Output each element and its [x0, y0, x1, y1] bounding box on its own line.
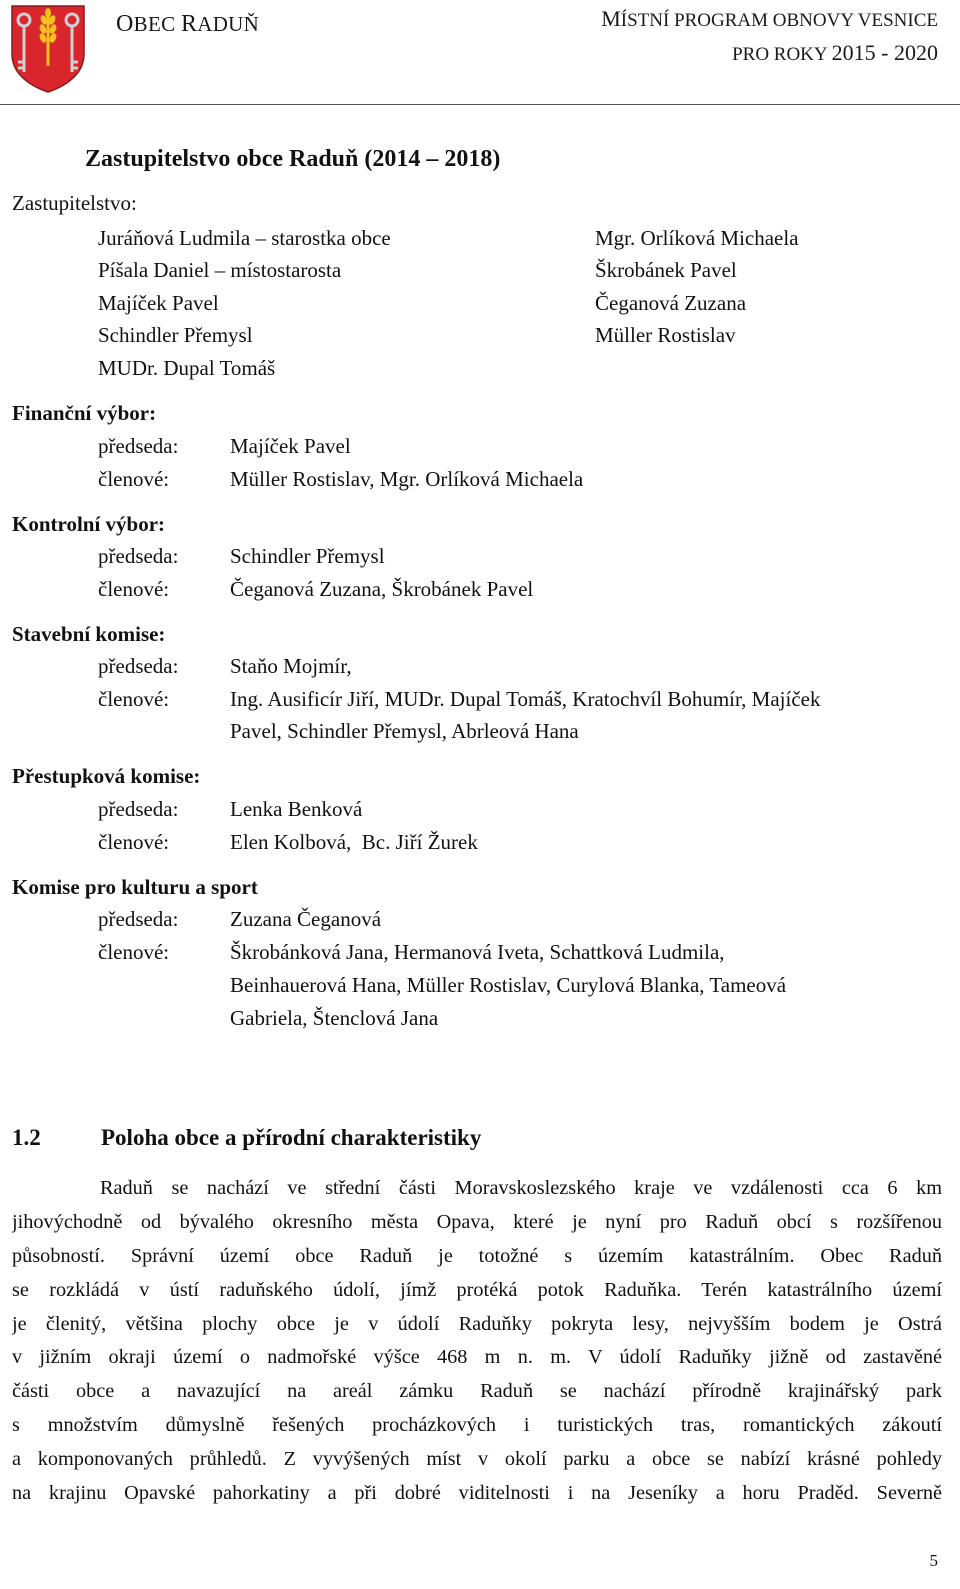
- chair-label: předseda:: [98, 797, 179, 821]
- paragraph-line: působností. Správní území obce Raduň je totožné s územím katastrálním. Obec Raduň: [12, 1244, 942, 1267]
- council-member: Čeganová Zuzana: [595, 291, 747, 315]
- paragraph-line: Raduň se nachází ve střední části Moravskoslezského kraje ve vzdálenosti cca 6 km: [100, 1177, 942, 1199]
- coat-of-arms-icon: [8, 2, 88, 94]
- committee-name: Kontrolní výbor:: [12, 512, 166, 536]
- committee-name: Přestupková komise:: [12, 764, 201, 788]
- paragraph-line: na krajinu Opavské pahorkatiny a při dobré viditelnosti i na Jeseníky a horu Praděd. Severně: [12, 1482, 942, 1505]
- committee-name: Komise pro kulturu a sport: [12, 875, 258, 899]
- council-member: Mgr. Orlíková Michaela: [595, 226, 799, 250]
- page-number: 5: [929, 1551, 938, 1570]
- committee-members: Beinhauerová Hana, Müller Rostislav, Curylová Blanka, Tameová: [230, 973, 787, 997]
- committee-members: Müller Rostislav, Mgr. Orlíková Michaela: [230, 467, 584, 491]
- council-member: Müller Rostislav: [595, 323, 736, 347]
- members-label: členové:: [98, 467, 170, 491]
- municipality-name: OBEC RADUŇ: [116, 11, 260, 37]
- members-label: členové:: [98, 830, 170, 854]
- paragraph-line: jihovýchodně od bývalého okresního města Opava, které je nyní pro Raduň obcí s rozšířenou: [12, 1210, 942, 1233]
- section-paragraph: [12, 1172, 942, 1511]
- chair-label: předseda:: [98, 434, 179, 458]
- committee-chair: Lenka Benková: [230, 797, 363, 821]
- committee-name: Stavební komise:: [12, 622, 166, 646]
- paragraph-line: v jižním okraji území o nadmořské výšce 468 m n. m. V údolí Raduňky jižně od zastavěné: [12, 1346, 942, 1369]
- council-member: Škrobánek Pavel: [595, 258, 737, 282]
- members-label: členové:: [98, 687, 170, 711]
- committee-members: Čeganová Zuzana, Škrobánek Pavel: [230, 577, 534, 601]
- committee-members: Pavel, Schindler Přemysl, Abrleová Hana: [230, 719, 579, 743]
- program-years: PRO ROKY 2015 - 2020: [732, 40, 938, 65]
- section-title: Poloha obce a přírodní charakteristiky: [101, 1125, 482, 1150]
- paragraph-line: je členitý, většina plochy obce je v údolí Raduňky pokryta lesy, nejvyšším bodem je Ostrá: [12, 1312, 942, 1335]
- council-member: Píšala Daniel – místostarosta: [98, 258, 342, 282]
- paragraph-line: s množstvím důmyslně řešených procházkových i turistických tras, romantických zákoutí: [12, 1414, 942, 1437]
- council-member: MUDr. Dupal Tomáš: [98, 356, 276, 380]
- chair-label: předseda:: [98, 654, 179, 678]
- paragraph-line: a komponovaných průhledů. Z vyvýšených míst v okolí parku a obce se nabízí krásné pohledy: [12, 1448, 942, 1471]
- members-label: členové:: [98, 577, 170, 601]
- council-label: Zastupitelstvo:: [12, 191, 137, 215]
- paragraph-line: části obce a navazující na areál zámku Raduň se nachází přírodně krajinářský park: [12, 1380, 942, 1403]
- members-label: členové:: [98, 940, 170, 964]
- paragraph-line: se rozkládá v ústí raduňského údolí, jímž protéká potok Raduňka. Terén katastrálního území: [12, 1278, 942, 1301]
- header-divider: [0, 104, 960, 105]
- committee-chair: Majíček Pavel: [230, 434, 351, 458]
- committee-chair: Schindler Přemysl: [230, 544, 385, 568]
- council-member: Schindler Přemysl: [98, 323, 253, 347]
- committee-members: Elen Kolbová, Bc. Jiří Žurek: [230, 830, 478, 854]
- page-header: [0, 0, 960, 106]
- committee-name: Finanční výbor:: [12, 401, 157, 425]
- committee-members: Ing. Ausificír Jiří, MUDr. Dupal Tomáš, Kratochvíl Bohumír, Majíček: [230, 687, 821, 711]
- committee-members: Škrobánková Jana, Hermanová Iveta, Schattková Ludmila,: [230, 940, 725, 964]
- council-member: Majíček Pavel: [98, 291, 219, 315]
- committee-chair: Zuzana Čeganová: [230, 907, 382, 931]
- section-number: 1.2: [12, 1125, 41, 1150]
- committee-chair: Staňo Mojmír,: [230, 654, 352, 678]
- committee-members: Gabriela, Štenclová Jana: [230, 1006, 439, 1030]
- council-member: Juráňová Ludmila – starostka obce: [98, 226, 391, 250]
- program-title: MÍSTNÍ PROGRAM OBNOVY VESNICE: [601, 6, 938, 31]
- chair-label: předseda:: [98, 544, 179, 568]
- council-title: Zastupitelstvo obce Raduň (2014 – 2018): [85, 146, 501, 172]
- chair-label: předseda:: [98, 907, 179, 931]
